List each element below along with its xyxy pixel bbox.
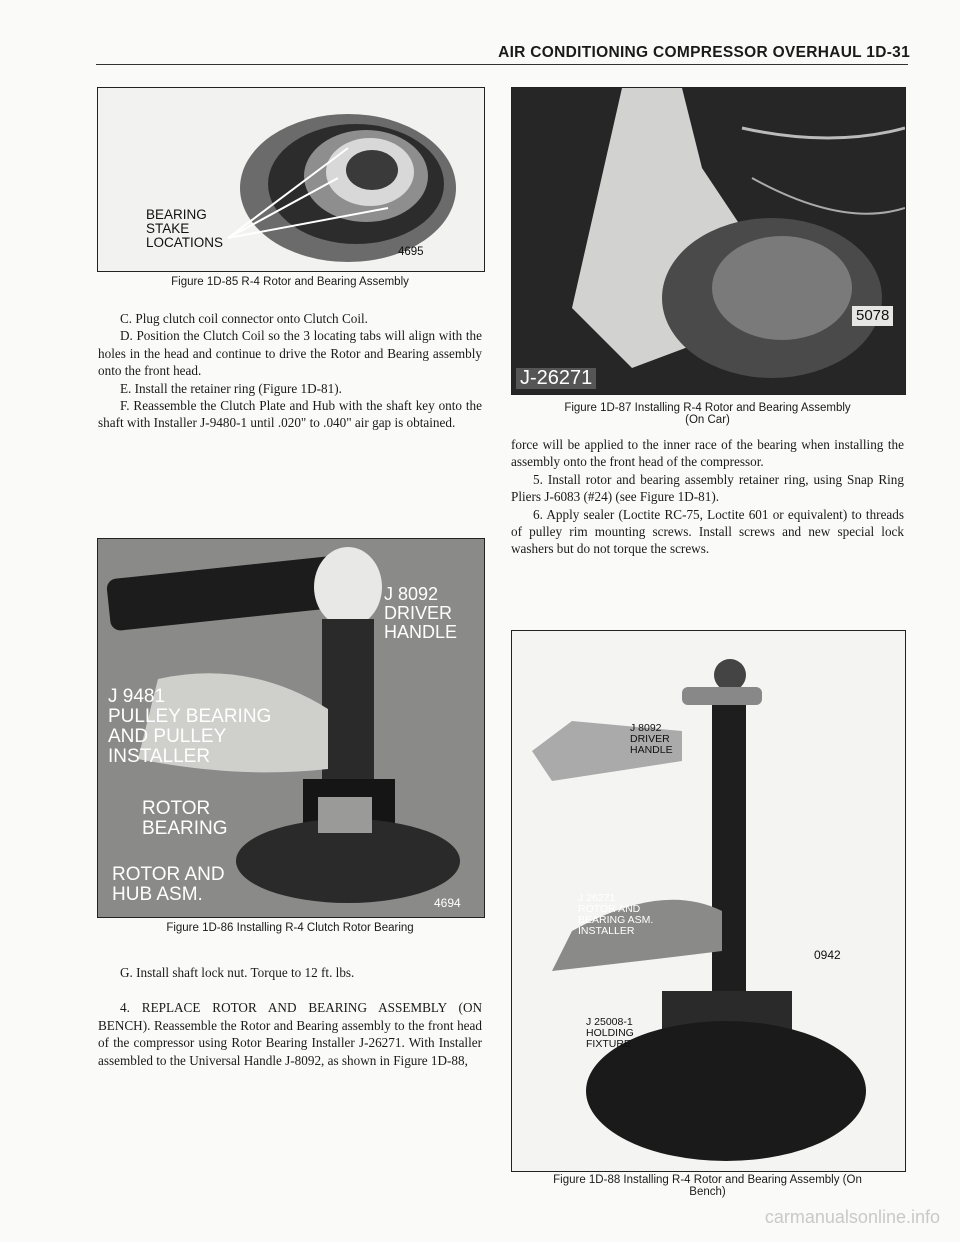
figure-number: 4694	[434, 896, 461, 910]
text-block-left-2	[98, 964, 482, 1069]
text-block-right	[511, 436, 904, 558]
figure-number: 5078	[852, 306, 893, 326]
rotor-hub-label: ROTOR AND HUB ASM.	[112, 864, 225, 905]
holding-fixture-label: J 25008-1 HOLDING FIXTURE	[586, 1016, 634, 1051]
installer-label: J 9481 PULLEY BEARING AND PULLEY INSTALLER	[108, 686, 272, 767]
installer-label: J 26271 ROTOR AND BEARING ASM. INSTALLER	[578, 892, 654, 938]
step-5: 5. Install rotor and bearing assembly retainer ring, using Snap Ring Pliers J-6083 (#24) (see Figure 1D-81).	[511, 471, 904, 505]
text-block-left-1	[98, 310, 482, 432]
rotor-bearing-label: ROTOR BEARING	[142, 798, 228, 839]
on-bench-photo	[512, 631, 905, 1171]
step-e: E. Install the retainer ring (Figure 1D-81).	[120, 380, 342, 396]
figure-number: 4695	[398, 246, 424, 258]
header-rule	[96, 64, 908, 65]
step-d: D. Position the Clutch Coil so the 3 locating tabs will align with the holes in the head and continue to drive the Rotor and Bearing assembly onto the front head.	[98, 328, 482, 379]
on-car-photo	[512, 88, 905, 394]
figure-1d-87	[511, 87, 906, 395]
page-header: AIR CONDITIONING COMPRESSOR OVERHAUL 1D-31	[498, 44, 910, 61]
figure-caption: Figure 1D-85 R-4 Rotor and Bearing Assembly	[171, 276, 409, 288]
watermark: carmanualsonline.info	[764, 1207, 940, 1227]
step-f: F. Reassemble the Clutch Plate and Hub with the shaft key onto the shaft with Installer J-9480-1 until .020" to .040" air gap is obtained.	[98, 398, 482, 431]
figure-number: 0942	[814, 948, 841, 962]
figure-1d-88	[511, 630, 906, 1172]
figure-caption: Figure 1D-87 Installing R-4 Rotor and Bearing Assembly (On Car)	[564, 402, 851, 426]
tool-label: J-26271	[516, 368, 596, 389]
para-continued: force will be applied to the inner race of the bearing when installing the assembly onto the front head of the compressor.	[511, 437, 904, 470]
bearing-stake-label: BEARING STAKE LOCATIONS	[146, 207, 224, 251]
step-c: C. Plug clutch coil connector onto Clutch Coil.	[120, 311, 368, 326]
figure-1d-86	[97, 538, 485, 918]
step-6: 6. Apply sealer (Loctite RC-75, Loctite 601 or equivalent) to threads of pulley rim mounting screws. Install screws and new special lock washers but do not torque the screws.	[511, 506, 904, 557]
step-4: 4. REPLACE ROTOR AND BEARING ASSEMBLY (ON BENCH). Reassemble the Rotor and Bearing assembly to the front head of the compressor using Rotor Bearing Installer J-26271. With Installer assembled to the Universal Handle J-8092, as shown in Figure 1D-88,	[98, 1000, 482, 1068]
driver-handle-label: J 8092 DRIVER HANDLE	[630, 722, 673, 757]
figure-caption: Figure 1D-88 Installing R-4 Rotor and Bearing Assembly (On Bench)	[553, 1174, 862, 1198]
step-g: G. Install shaft lock nut. Torque to 12 ft. lbs.	[120, 965, 355, 980]
figure-caption: Figure 1D-86 Installing R-4 Clutch Rotor Bearing	[166, 922, 414, 934]
figure-1d-85	[97, 87, 485, 272]
driver-handle-label: J 8092 DRIVER HANDLE	[384, 584, 458, 642]
